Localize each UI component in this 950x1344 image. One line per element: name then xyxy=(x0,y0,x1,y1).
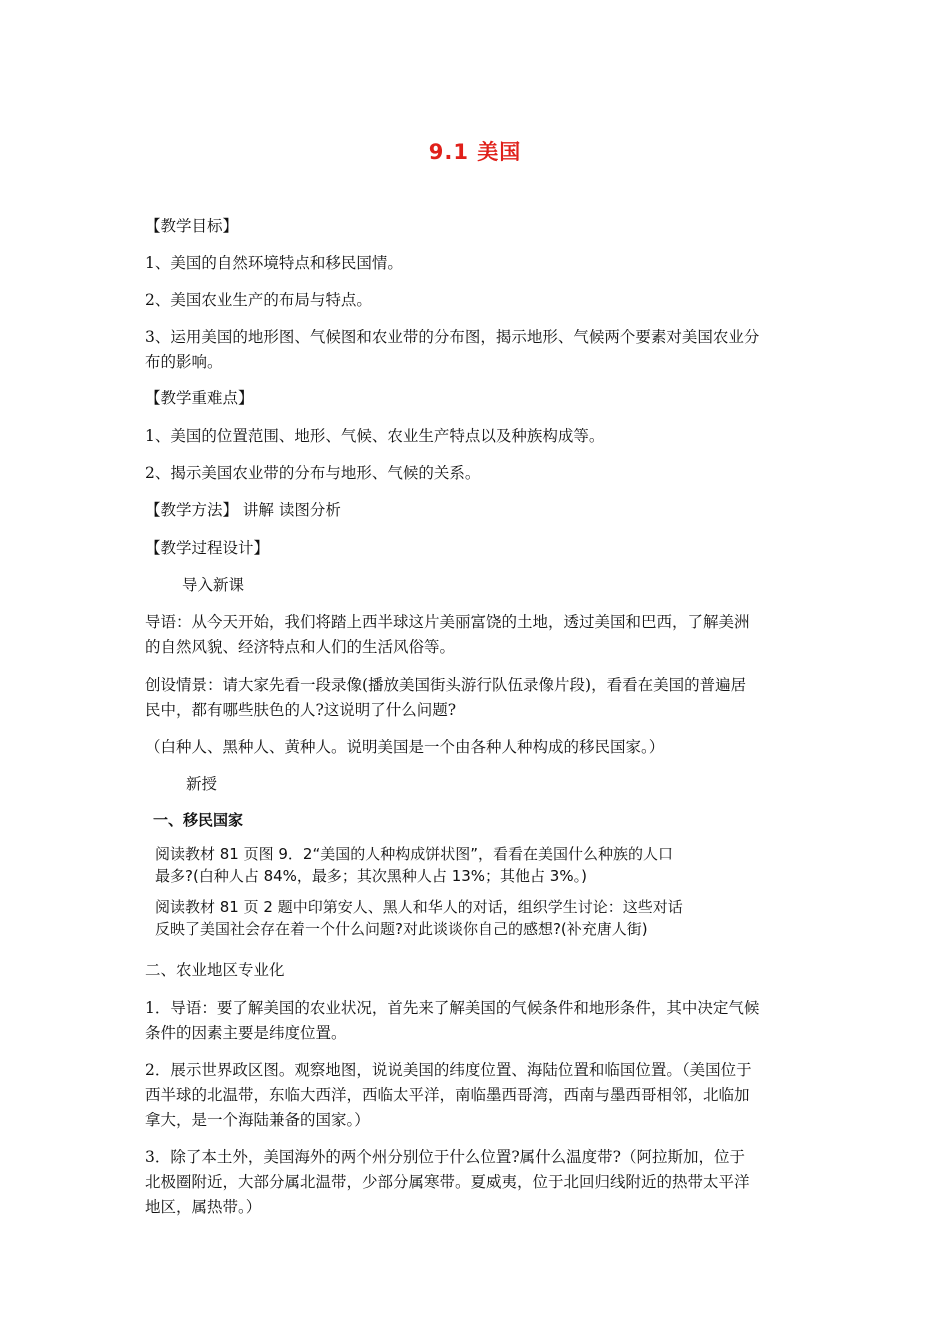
section2-heading: 二、农业地区专业化 xyxy=(145,961,285,979)
key-point-item: 2、揭示美国农业带的分布与地形、气候的关系。 xyxy=(145,464,481,482)
section2-paragraph-line: 1．导语：要了解美国的农业状况，首先来了解美国的气候条件和地形条件，其中决定气候 xyxy=(145,999,760,1017)
scenario-paragraph-line: 民中，都有哪些肤色的人?这说明了什么问题? xyxy=(145,701,457,719)
section2-paragraph-line: 地区，属热带。） xyxy=(145,1198,262,1216)
section1-reading-line: 阅读教材 81 页图 9．2“美国的人种构成饼状图”，看看在美国什么种族的人口 xyxy=(155,845,674,863)
objective-item: 3、运用美国的地形图、气候图和农业带的分布图，揭示地形、气候两个要素对美国农业分 xyxy=(145,328,760,346)
intro-label: 导入新课 xyxy=(182,576,245,594)
section1-reading-line: 最多?(白种人占 84%，最多；其次黑种人占 13%；其他占 3%。) xyxy=(155,867,587,885)
section1-heading: 一、移民国家 xyxy=(153,811,244,829)
page-title: 9.1 美国 xyxy=(428,140,522,164)
objective-item: 1、美国的自然环境特点和移民国情。 xyxy=(145,254,403,272)
key-points-heading: 【教学重难点】 xyxy=(145,389,254,407)
key-point-item: 1、美国的位置范围、地形、气候、农业生产特点以及种族构成等。 xyxy=(145,427,605,445)
new-lesson-label: 新授 xyxy=(186,775,218,793)
objective-item: 布的影响。 xyxy=(145,353,223,371)
scenario-paragraph-line: 创设情景：请大家先看一段录像(播放美国街头游行队伍录像片段)，看看在美国的普遍居 xyxy=(145,676,747,694)
process-heading: 【教学过程设计】 xyxy=(145,539,270,557)
section2-paragraph-line: 2．展示世界政区图。观察地图，说说美国的纬度位置、海陆位置和临国位置。（美国位于 xyxy=(145,1061,752,1079)
section2-paragraph-line: 拿大，是一个海陆兼备的国家。） xyxy=(145,1111,370,1129)
intro-paragraph-line: 导语：从今天开始，我们将踏上西半球这片美丽富饶的土地，透过美国和巴西，了解美洲 xyxy=(145,613,750,631)
objectives-heading: 【教学目标】 xyxy=(145,217,239,235)
methods-line: 【教学方法】 讲解 读图分析 xyxy=(145,501,341,519)
scenario-answer: （白种人、黑种人、黄种人。说明美国是一个由各种人种构成的移民国家。） xyxy=(145,738,665,756)
section1-reading-line: 反映了美国社会存在着一个什么问题?对此谈谈你自己的感想?(补充唐人街) xyxy=(155,920,648,938)
objective-item: 2、美国农业生产的布局与特点。 xyxy=(145,291,372,309)
section1-reading-line: 阅读教材 81 页 2 题中印第安人、黑人和华人的对话，组织学生讨论：这些对话 xyxy=(155,898,683,916)
section2-paragraph-line: 条件的因素主要是纬度位置。 xyxy=(145,1024,347,1042)
section2-paragraph-line: 北极圈附近，大部分属北温带，少部分属寒带。夏威夷，位于北回归线附近的热带太平洋 xyxy=(145,1173,750,1191)
section2-paragraph-line: 西半球的北温带，东临大西洋，西临太平洋，南临墨西哥湾，西南与墨西哥相邻，北临加 xyxy=(145,1086,750,1104)
section2-paragraph-line: 3．除了本土外，美国海外的两个州分别位于什么位置?属什么温度带?（阿拉斯加，位于 xyxy=(145,1148,745,1166)
intro-paragraph-line: 的自然风貌、经济特点和人们的生活风俗等。 xyxy=(145,638,456,656)
